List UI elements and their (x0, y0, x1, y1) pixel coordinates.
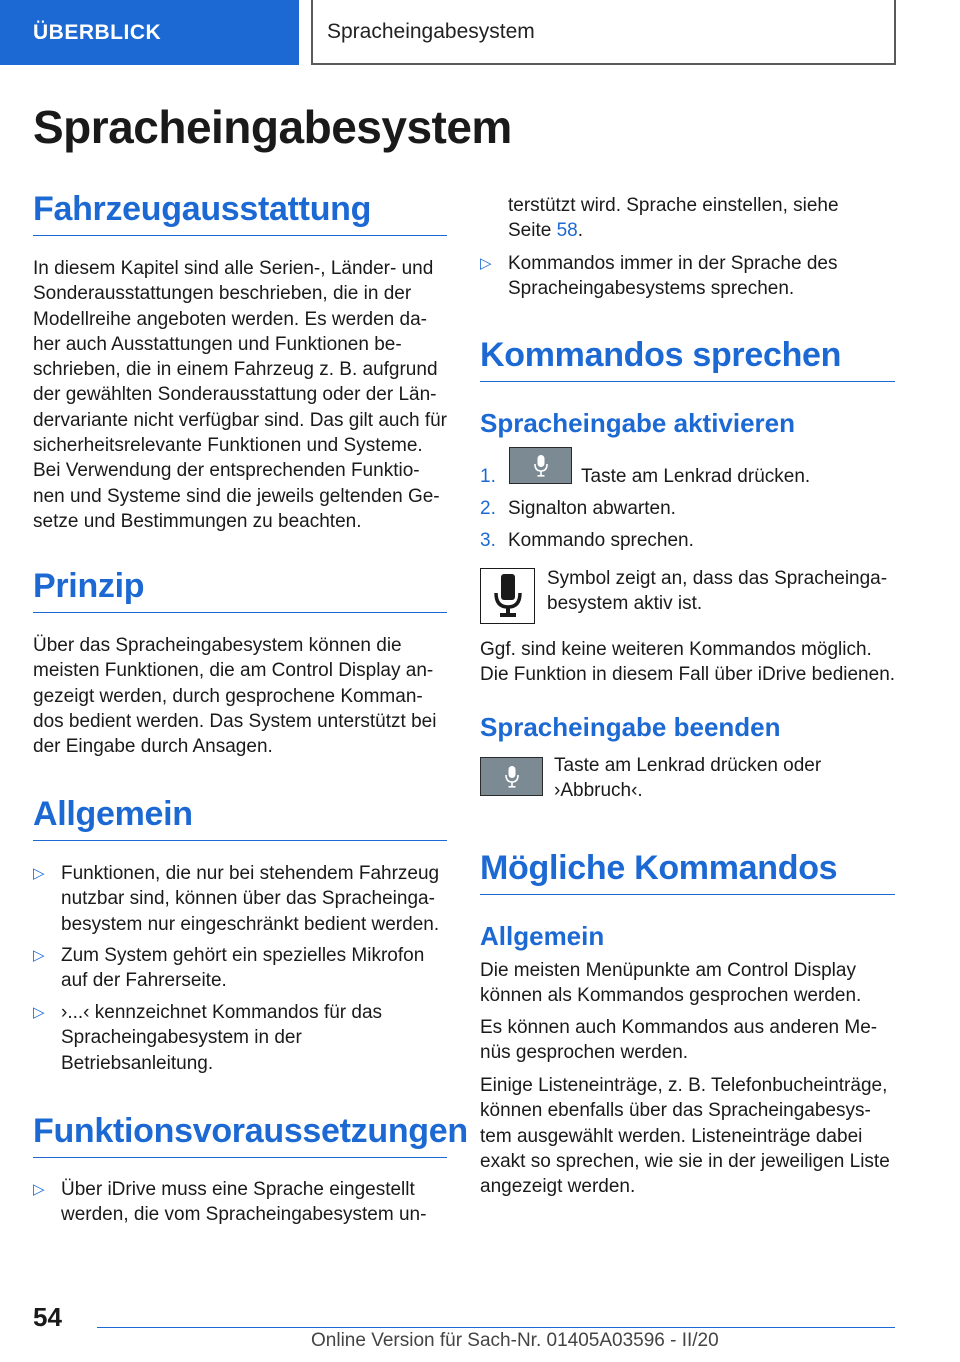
section-tab: ÜBERBLICK (0, 0, 299, 65)
heading-spracheingabe-aktivieren: Spracheingabe aktivieren (480, 408, 796, 438)
microphone-icon (494, 574, 522, 618)
heading-moegliche-kommandos: Mögliche Kommandos (480, 849, 895, 895)
step-item: 2. Signalton abwarten. (480, 498, 676, 519)
microphone-icon (505, 766, 519, 788)
triangle-bullet-icon: ▷ (33, 947, 45, 964)
list-item: ▷ Funktionen, die nur bei stehendem Fahrzeug nutzbar sind, können über das Spracheinga- besystem nur eingeschränkt bedient werden. (33, 863, 440, 935)
paragraph-continuation: terstützt wird. Sprache einstellen, siehe Seite 58. (508, 195, 839, 242)
footer-divider (97, 1327, 895, 1328)
paragraph-note: Ggf. sind keine weiteren Kommandos möglich. Die Funktion in diesem Fall über iDrive bedienen. (480, 639, 896, 686)
paragraph-symbol: Symbol zeigt an, dass das Spracheinga- besystem aktiv ist. (547, 568, 888, 615)
triangle-bullet-icon: ▷ (33, 865, 45, 882)
paragraph-fahrzeugausstattung: In diesem Kapitel sind alle Serien-, Länder- und Sonderausstattungen beschrieben, die in der Modellreihe angeboten werden. Es werden da- her auch Ausstattungen und Funktionen be- schrieben, die in einem Fahrzeug z. B. aufgrund der gewählten Sonderausstattung oder der Län- dervariante nicht verfügbar sind. Das gilt auch für sicherheitsrelevante Funktionen und Systeme. Bei Verwendung der entsprechenden Funktio- nen und Systeme sind die jeweils geltenden Ge- setze und Bestimmungen zu beachten. (33, 258, 447, 532)
heading-allgemein: Allgemein (33, 795, 447, 841)
heading-prinzip: Prinzip (33, 567, 447, 613)
triangle-bullet-icon: ▷ (480, 255, 492, 272)
page-title: Spracheingabesystem (33, 101, 512, 153)
heading-spracheingabe-beenden: Spracheingabe beenden (480, 712, 781, 742)
list-item: ▷ ›...‹ kennzeichnet Kommandos für das Spracheingabesystem in der Betriebsanleitung. (33, 1002, 383, 1074)
step-item: 1. Taste am Lenkrad drücken. (480, 466, 811, 487)
paragraph-kommandos-3: Einige Listeneinträge, z. B. Telefonbucheinträge, können ebenfalls über das Spracheingabesys- tem ausgewählt werden. Listeneinträge dabei exakt so sprechen, wie sie in der jeweiligen Liste angezeigt werden. (480, 1075, 890, 1198)
voice-active-symbol (480, 568, 535, 624)
voice-button-image (509, 447, 572, 484)
voice-button-image (480, 757, 543, 796)
page-number: 54 (33, 1302, 62, 1332)
triangle-bullet-icon: ▷ (33, 1181, 45, 1198)
step-item: 3. Kommando sprechen. (480, 530, 694, 551)
paragraph-kommandos-1: Die meisten Menüpunkte am Control Display können als Kommandos gesprochen werden. (480, 960, 862, 1007)
paragraph-beenden: Taste am Lenkrad drücken oder ›Abbruch‹. (554, 755, 822, 802)
microphone-icon (534, 455, 548, 477)
heading-allgemein-kommandos: Allgemein (480, 921, 605, 951)
footer-text: Online Version für Sach-Nr. 01405A03596 - II/20 (311, 1330, 719, 1351)
list-item: ▷ Über iDrive muss eine Sprache eingestellt werden, die vom Spracheingabesystem un- (33, 1179, 427, 1226)
paragraph-prinzip: Über das Spracheingabesystem können die meisten Funktionen, die am Control Display an- gezeigt werden, durch gesprochene Komman- dos bedient werden. Das System unterstützt bei der Eingabe durch Ansagen. (33, 635, 437, 758)
page-link[interactable]: 58 (556, 220, 578, 242)
heading-fahrzeugausstattung: Fahrzeugausstattung (33, 190, 447, 236)
list-item: ▷ Zum System gehört ein spezielles Mikrofon auf der Fahrerseite. (33, 945, 425, 992)
heading-kommandos-sprechen: Kommandos sprechen (480, 336, 895, 382)
paragraph-kommandos-2: Es können auch Kommandos aus anderen Me- nüs gesprochen werden. (480, 1017, 878, 1064)
list-item: ▷ Kommandos immer in der Sprache des Spracheingabesystems sprechen. (480, 253, 838, 300)
triangle-bullet-icon: ▷ (33, 1004, 45, 1021)
heading-funktionsvoraussetzungen: Funktionsvoraussetzungen (33, 1112, 447, 1158)
chapter-tab: Spracheingabesystem (311, 0, 896, 65)
